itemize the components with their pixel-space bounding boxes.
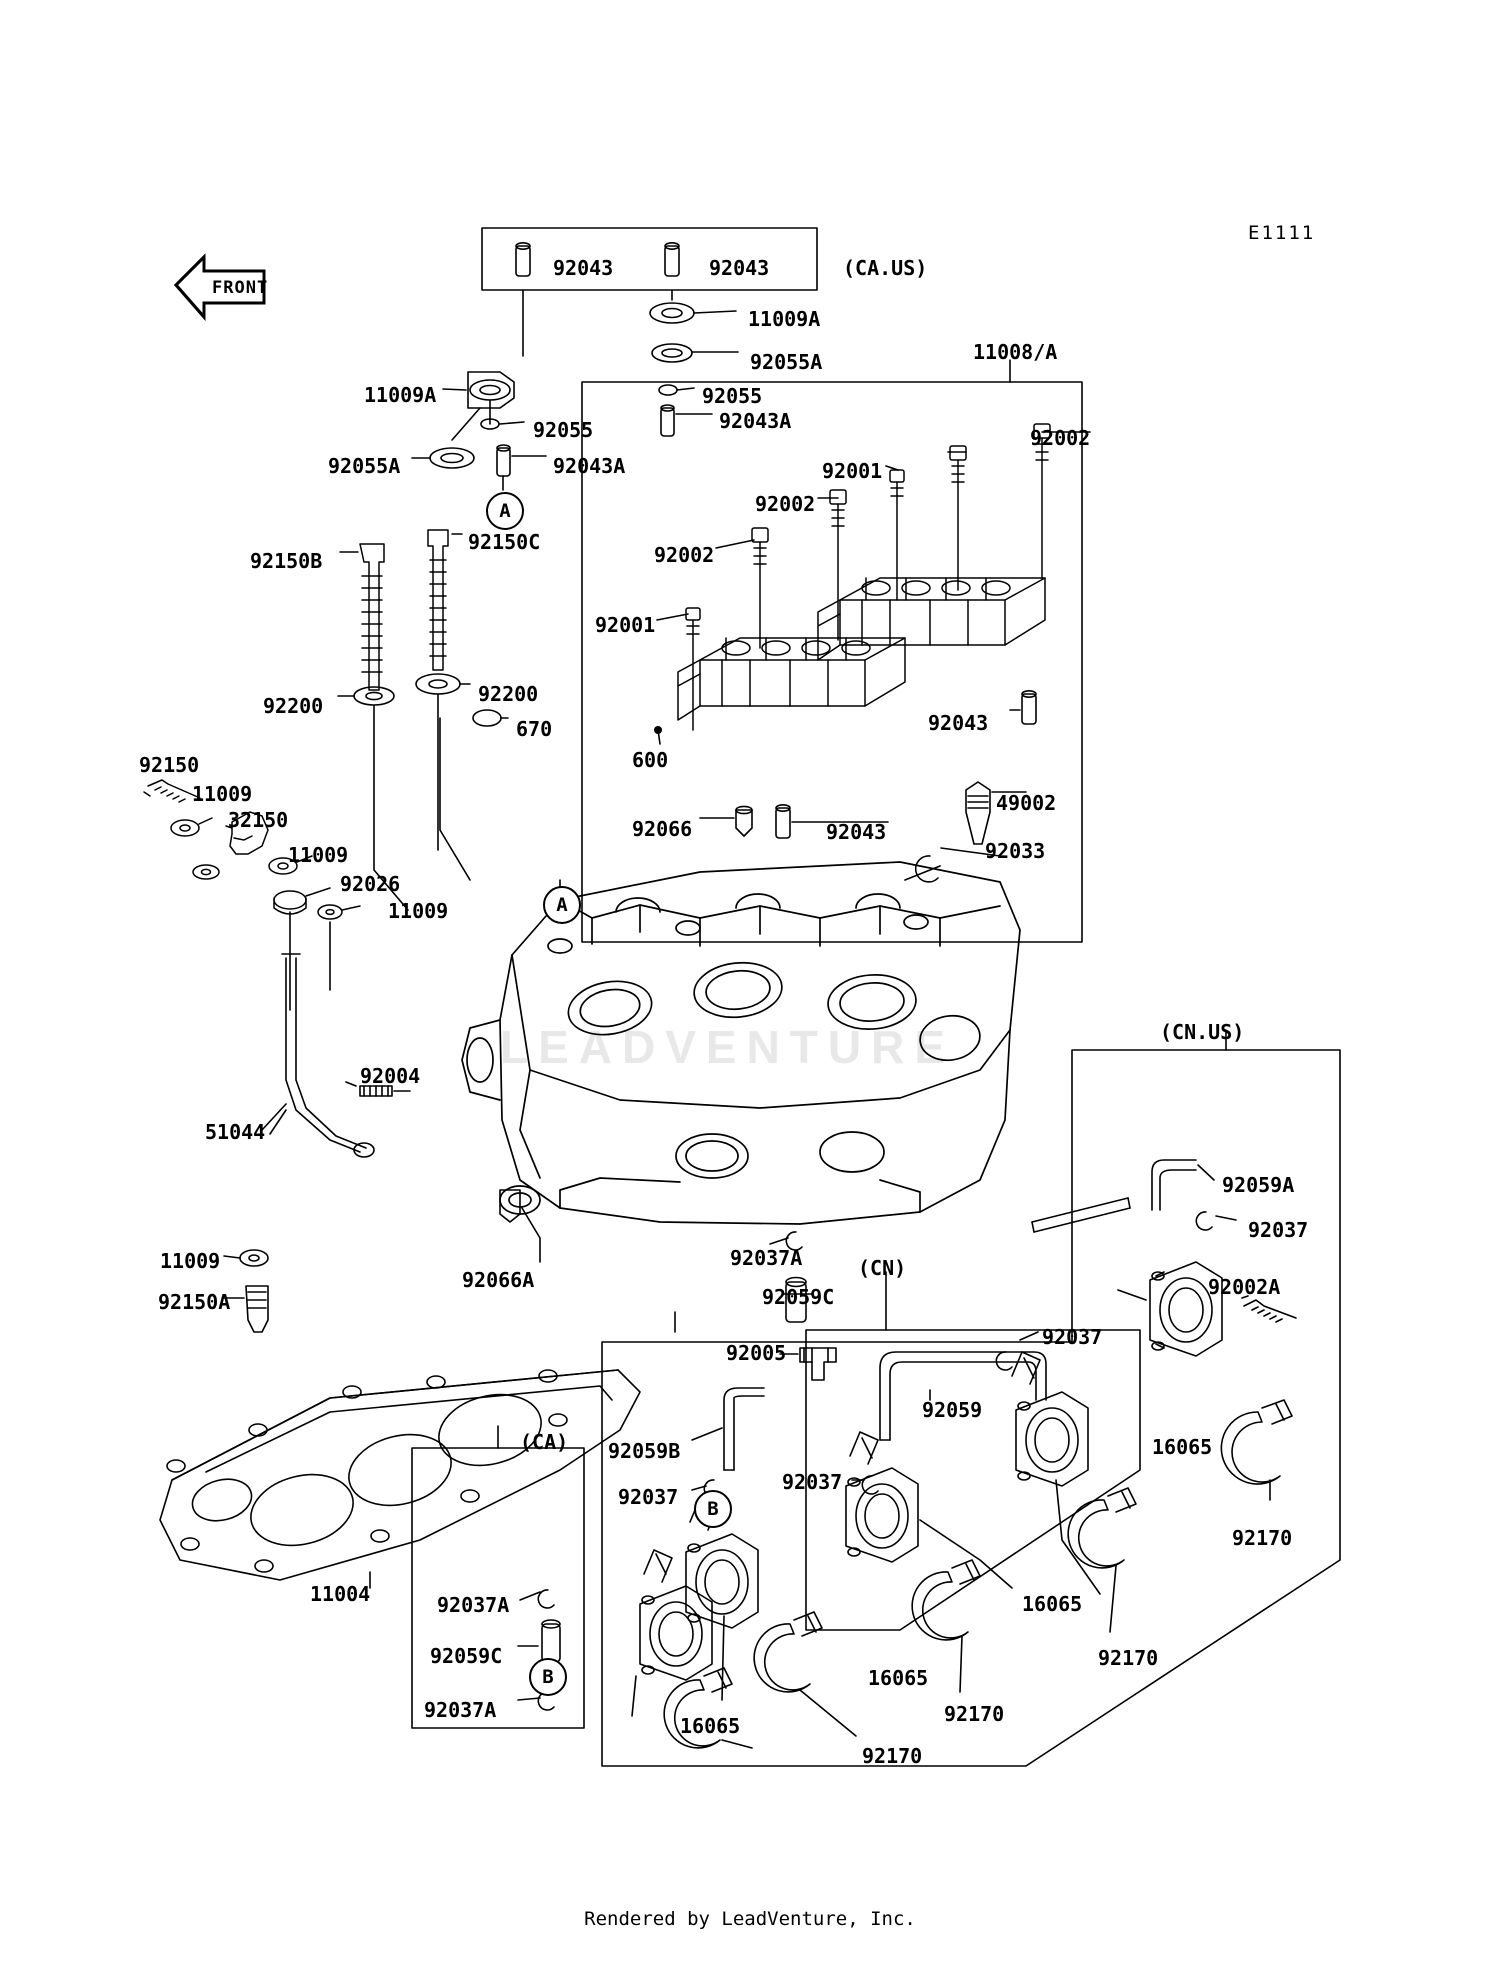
part-callout-670: 670 (516, 717, 553, 741)
part-callout-92002: 92002 (1030, 426, 1091, 450)
part-callout-11008a: 11008/A (973, 340, 1058, 364)
reference-circle-a-top: A (486, 492, 524, 530)
part-callout-92150b: 92150B (250, 549, 323, 573)
part-callout-92033: 92033 (985, 839, 1046, 863)
part-callout-92037: 92037 (1042, 1325, 1103, 1349)
part-callout-92055a: 92055A (750, 350, 823, 374)
part-callout-92037: 92037 (1248, 1218, 1309, 1242)
part-callout-cn: (CN) (858, 1256, 907, 1280)
reference-circle-b-right: B (694, 1490, 732, 1528)
part-callout-16065: 16065 (680, 1714, 741, 1738)
part-callout-11009: 11009 (288, 843, 349, 867)
part-callout-92055: 92055 (702, 384, 763, 408)
part-callout-92066: 92066 (632, 817, 693, 841)
part-callout-92170: 92170 (1232, 1526, 1293, 1550)
part-callout-32150: 32150 (228, 808, 289, 832)
part-callout-92170: 92170 (1098, 1646, 1159, 1670)
footer-credit: Rendered by LeadVenture, Inc. (584, 1908, 916, 1930)
part-callout-92043a: 92043A (719, 409, 792, 433)
part-callout-caus: (CA.US) (843, 256, 928, 280)
part-callout-92150: 92150 (139, 753, 200, 777)
part-callout-92059: 92059 (922, 1398, 983, 1422)
part-callout-92066a: 92066A (462, 1268, 535, 1292)
part-callout-92059b: 92059B (608, 1439, 681, 1463)
part-callout-92001: 92001 (595, 613, 656, 637)
part-callout-92026: 92026 (340, 872, 401, 896)
part-callout-92200: 92200 (263, 694, 324, 718)
part-callout-92037a: 92037A (437, 1593, 510, 1617)
part-callout-92004: 92004 (360, 1064, 421, 1088)
part-callout-92043: 92043 (928, 711, 989, 735)
part-callout-11004: 11004 (310, 1582, 371, 1606)
part-callout-11009a: 11009A (748, 307, 821, 331)
part-callout-92200: 92200 (478, 682, 539, 706)
part-callout-16065: 16065 (1022, 1592, 1083, 1616)
part-callout-92150a: 92150A (158, 1290, 231, 1314)
part-callout-16065: 16065 (1152, 1435, 1213, 1459)
part-callout-92170: 92170 (944, 1702, 1005, 1726)
watermark: LEADVENTURE (500, 1021, 956, 1073)
part-callout-92055: 92055 (533, 418, 594, 442)
part-callout-600: 600 (632, 748, 669, 772)
part-callout-92037: 92037 (618, 1485, 679, 1509)
part-callout-92001: 92001 (822, 459, 883, 483)
part-callout-92043a: 92043A (553, 454, 626, 478)
part-callout-92002a: 92002A (1208, 1275, 1281, 1299)
part-callout-92150c: 92150C (468, 530, 541, 554)
reference-circle-a-mid: A (543, 886, 581, 924)
part-callout-92037a: 92037A (424, 1698, 497, 1722)
part-callout-92043: 92043 (826, 820, 887, 844)
part-callout-92059c: 92059C (762, 1285, 835, 1309)
part-callout-11009a: 11009A (364, 383, 437, 407)
part-callout-92170: 92170 (862, 1744, 923, 1768)
part-callout-92002: 92002 (654, 543, 715, 567)
part-callout-92059a: 92059A (1222, 1173, 1295, 1197)
part-callout-92043: 92043 (553, 256, 614, 280)
part-callout-92005: 92005 (726, 1341, 787, 1365)
part-callout-11009: 11009 (192, 782, 253, 806)
part-callout-49002: 49002 (996, 791, 1057, 815)
part-callout-92002: 92002 (755, 492, 816, 516)
diagram-code: E1111 (1248, 222, 1316, 244)
part-callout-16065: 16065 (868, 1666, 929, 1690)
part-callout-11009: 11009 (388, 899, 449, 923)
part-callout-92037a: 92037A (730, 1246, 803, 1270)
reference-circle-b-bottom: B (529, 1658, 567, 1696)
part-callout-92043: 92043 (709, 256, 770, 280)
part-callout-cnus: (CN.US) (1160, 1020, 1245, 1044)
part-callout-11009: 11009 (160, 1249, 221, 1273)
svg-text:FRONT: FRONT (212, 278, 269, 298)
part-callout-92037: 92037 (782, 1470, 843, 1494)
part-callout-92059c: 92059C (430, 1644, 503, 1668)
part-callout-51044: 51044 (205, 1120, 266, 1144)
part-callout-92055a: 92055A (328, 454, 401, 478)
part-callout-ca: (CA) (520, 1430, 569, 1454)
